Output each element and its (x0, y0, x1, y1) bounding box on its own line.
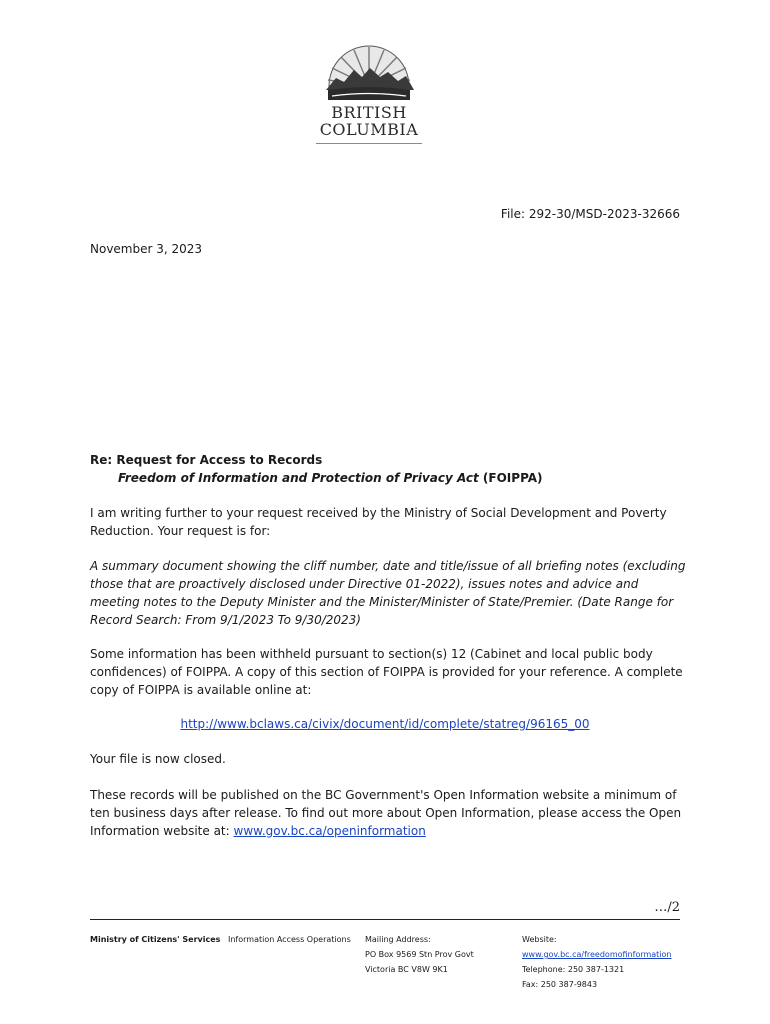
paragraph-file-closed: Your file is now closed. (90, 752, 226, 766)
mailing-line1: PO Box 9569 Stn Prov Govt (365, 950, 474, 959)
paragraph-open-information (90, 786, 690, 840)
footer-contact (522, 932, 672, 992)
website-label: Website: (522, 935, 557, 944)
fax: Fax: 250 387-9843 (522, 980, 598, 989)
sun-mountain-icon (314, 44, 424, 104)
letter-date: November 3, 2023 (90, 242, 203, 256)
open-information-text: These records will be published on the BC Government's Open Information website a minimum of ten business days after release. To find out more about Open Information, please access the Open Information website at: (90, 788, 682, 838)
bc-government-logo (314, 44, 424, 148)
file-reference: File: 292-30/MSD-2023-32666 (500, 207, 680, 221)
foippa-link-line (90, 715, 680, 733)
act-title: Freedom of Information and Protection of Privacy Act (118, 471, 479, 485)
mailing-line2: Victoria BC V8W 9K1 (365, 965, 448, 974)
paragraph-withheld: Some information has been withheld pursuant to section(s) 12 (Cabinet and local public body confidences) of FOIPPA. A copy of this section of FOIPPA is provided for your reference. A complete copy of FOIPPA is available online at: (90, 647, 683, 697)
paragraph-request-text: A summary document showing the cliff number, date and title/issue of all briefing notes (excluding those that are proactively disclosed under Directive 01-2022), issues notes and advice and meeting notes to the Deputy Minister and the Minister/Minister of State/Premier. (Date Range for Record Search: From 9/1/2023 To 9/30/2023) (90, 559, 686, 627)
mailing-label: Mailing Address: (365, 935, 431, 944)
website-link[interactable]: www.gov.bc.ca/freedomofinformation (522, 950, 672, 959)
logo-text-columbia: COLUMBIA (319, 120, 419, 139)
subject-line: Re: Request for Access to Records (90, 453, 323, 467)
telephone: Telephone: 250 387-1321 (522, 965, 625, 974)
subject-act (118, 469, 543, 487)
footer-unit: Information Access Operations (228, 935, 351, 944)
page-continuation: …/2 (654, 900, 680, 915)
logo-divider (316, 143, 422, 144)
paragraph-request-intro: I am writing further to your request received by the Ministry of Social Development and Poverty Reduction. Your request is for: (90, 506, 667, 538)
foippa-link[interactable]: http://www.bclaws.ca/civix/document/id/complete/statreg/96165_00 (180, 717, 590, 731)
logo-text-british: BRITISH (331, 103, 407, 122)
open-information-link[interactable]: www.gov.bc.ca/openinformation (233, 824, 426, 838)
act-abbrev: (FOIPPA) (478, 471, 543, 485)
footer-mailing-address (365, 932, 474, 977)
footer-divider (90, 919, 680, 920)
footer-ministry: Ministry of Citizens' Services (90, 935, 221, 944)
